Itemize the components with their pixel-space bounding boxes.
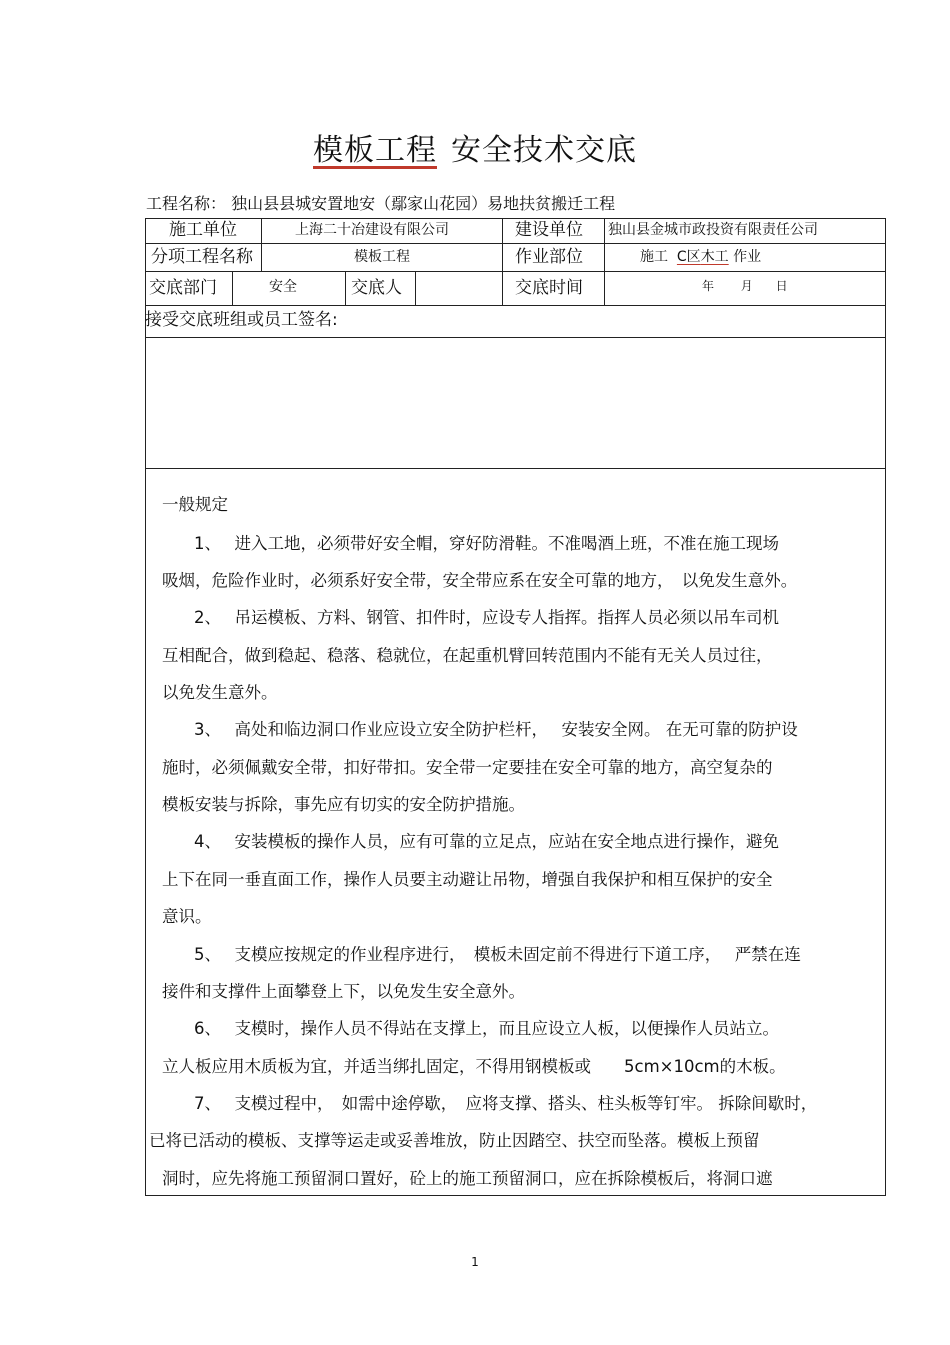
work-area-suffix: 作业 — [733, 249, 762, 265]
body-line: 2、 吊运模板、方料、钢管、扣件时，应设专人指挥。指挥人员必须以吊车司机 — [194, 608, 779, 627]
table-line — [232, 271, 233, 305]
table-line — [145, 271, 886, 272]
body-line: 吸烟，危险作业时，必须系好安全带，安全带应系在安全可靠的地方， 以免发生意外。 — [162, 571, 798, 590]
work-area-team: 木工 — [700, 249, 729, 265]
construction-unit-label: 施工单位 — [169, 220, 237, 240]
title-part1: 模板工程 — [313, 133, 437, 168]
owner-unit-value: 独山县金城市政投资有限责任公司 — [608, 222, 818, 238]
sub-project-value: 模板工程 — [354, 249, 410, 265]
body-line: 立人板应用木质板为宜，并适当绑扎固定，不得用钢模板或 5cm×10cm的木板。 — [162, 1057, 786, 1076]
time-day: 日 — [775, 279, 788, 293]
body-line: 洞时，应先将施工预留洞口置好，砼上的施工预留洞口，应在拆除模板后，将洞口遮 — [162, 1169, 773, 1188]
page-title — [0, 125, 950, 169]
dept-value: 安全 — [269, 279, 297, 295]
body-line: 7、 支模过程中， 如需中途停歇， 应将支撑、搭头、柱头板等钉牢。 拆除间歇时， — [194, 1094, 818, 1113]
body-line: 意识。 — [162, 907, 212, 926]
sign-label: 接受交底班组或员工签名: — [145, 310, 338, 330]
time-label: 交底时间 — [515, 278, 583, 298]
body-line: 上下在同一垂直面工作，操作人员要主动避让吊物，增强自我保护和相互保护的安全 — [162, 870, 773, 889]
body-line: 模板安装与拆除，事先应有切实的安全防护措施。 — [162, 795, 525, 814]
body-line: 互相配合，做到稳起、稳落、稳就位，在起重机臂回转范围内不能有无关人员过往， — [162, 646, 773, 665]
construction-unit-value: 上海二十冶建设有限公司 — [295, 222, 449, 238]
content-heading: 一般规定 — [162, 495, 228, 514]
body-line: 接件和支撑件上面攀登上下，以免发生安全意外。 — [162, 982, 525, 1001]
table-line — [885, 218, 886, 1196]
briefing-table — [145, 218, 886, 1196]
table-line — [145, 1195, 886, 1196]
table-line — [145, 243, 886, 244]
table-line — [415, 271, 416, 305]
table-line — [145, 468, 886, 469]
table-line — [502, 218, 503, 305]
title-part2: 安全技术交底 — [451, 133, 637, 168]
table-line — [145, 337, 886, 338]
body-line: 以免发生意外。 — [162, 683, 278, 702]
table-line — [145, 218, 886, 219]
work-area-value — [640, 250, 761, 264]
table-line — [145, 305, 886, 306]
work-area-label: 作业部位 — [515, 247, 583, 267]
time-year: 年 — [702, 279, 715, 293]
body-line: 6、 支模时，操作人员不得站在支撑上，而且应设立人板，以便操作人员站立。 — [194, 1019, 779, 1038]
table-line — [145, 218, 146, 1196]
table-line — [604, 218, 605, 305]
time-value — [702, 280, 788, 292]
body-line: 3、 高处和临边洞口作业应设立安全防护栏杆， 安装安全网。 在无可靠的防护设 — [194, 720, 798, 739]
work-area-prefix: 施工 — [640, 249, 668, 265]
page-number: 1 — [471, 1255, 479, 1269]
work-area-zone: C区 — [676, 249, 701, 265]
table-line — [345, 271, 346, 305]
body-line: 1、 进入工地，必须带好安全帽，穿好防滑鞋。不准喝酒上班，不准在施工现场 — [194, 534, 779, 553]
body-line: 已将已活动的模板、支撑等运走或妥善堆放，防止因踏空、扶空而坠落。模板上预留 — [149, 1131, 760, 1150]
owner-unit-label: 建设单位 — [515, 220, 583, 240]
briefer-label: 交底人 — [351, 278, 402, 298]
project-name: 工程名称： 独山县县城安置地安（鄢家山花园）易地扶贫搬迁工程 — [146, 194, 616, 213]
body-line: 5、 支模应按规定的作业程序进行， 模板未固定前不得进行下道工序， 严禁在连 — [194, 945, 801, 964]
sub-project-label: 分项工程名称 — [151, 247, 253, 267]
table-line — [261, 218, 262, 271]
time-month: 月 — [740, 279, 753, 293]
body-line: 4、 安装模板的操作人员，应有可靠的立足点，应站在安全地点进行操作，避免 — [194, 832, 779, 851]
dept-label: 交底部门 — [149, 278, 217, 298]
body-line: 施时，必须佩戴安全带，扣好带扣。安全带一定要挂在安全可靠的地方，高空复杂的 — [162, 758, 773, 777]
